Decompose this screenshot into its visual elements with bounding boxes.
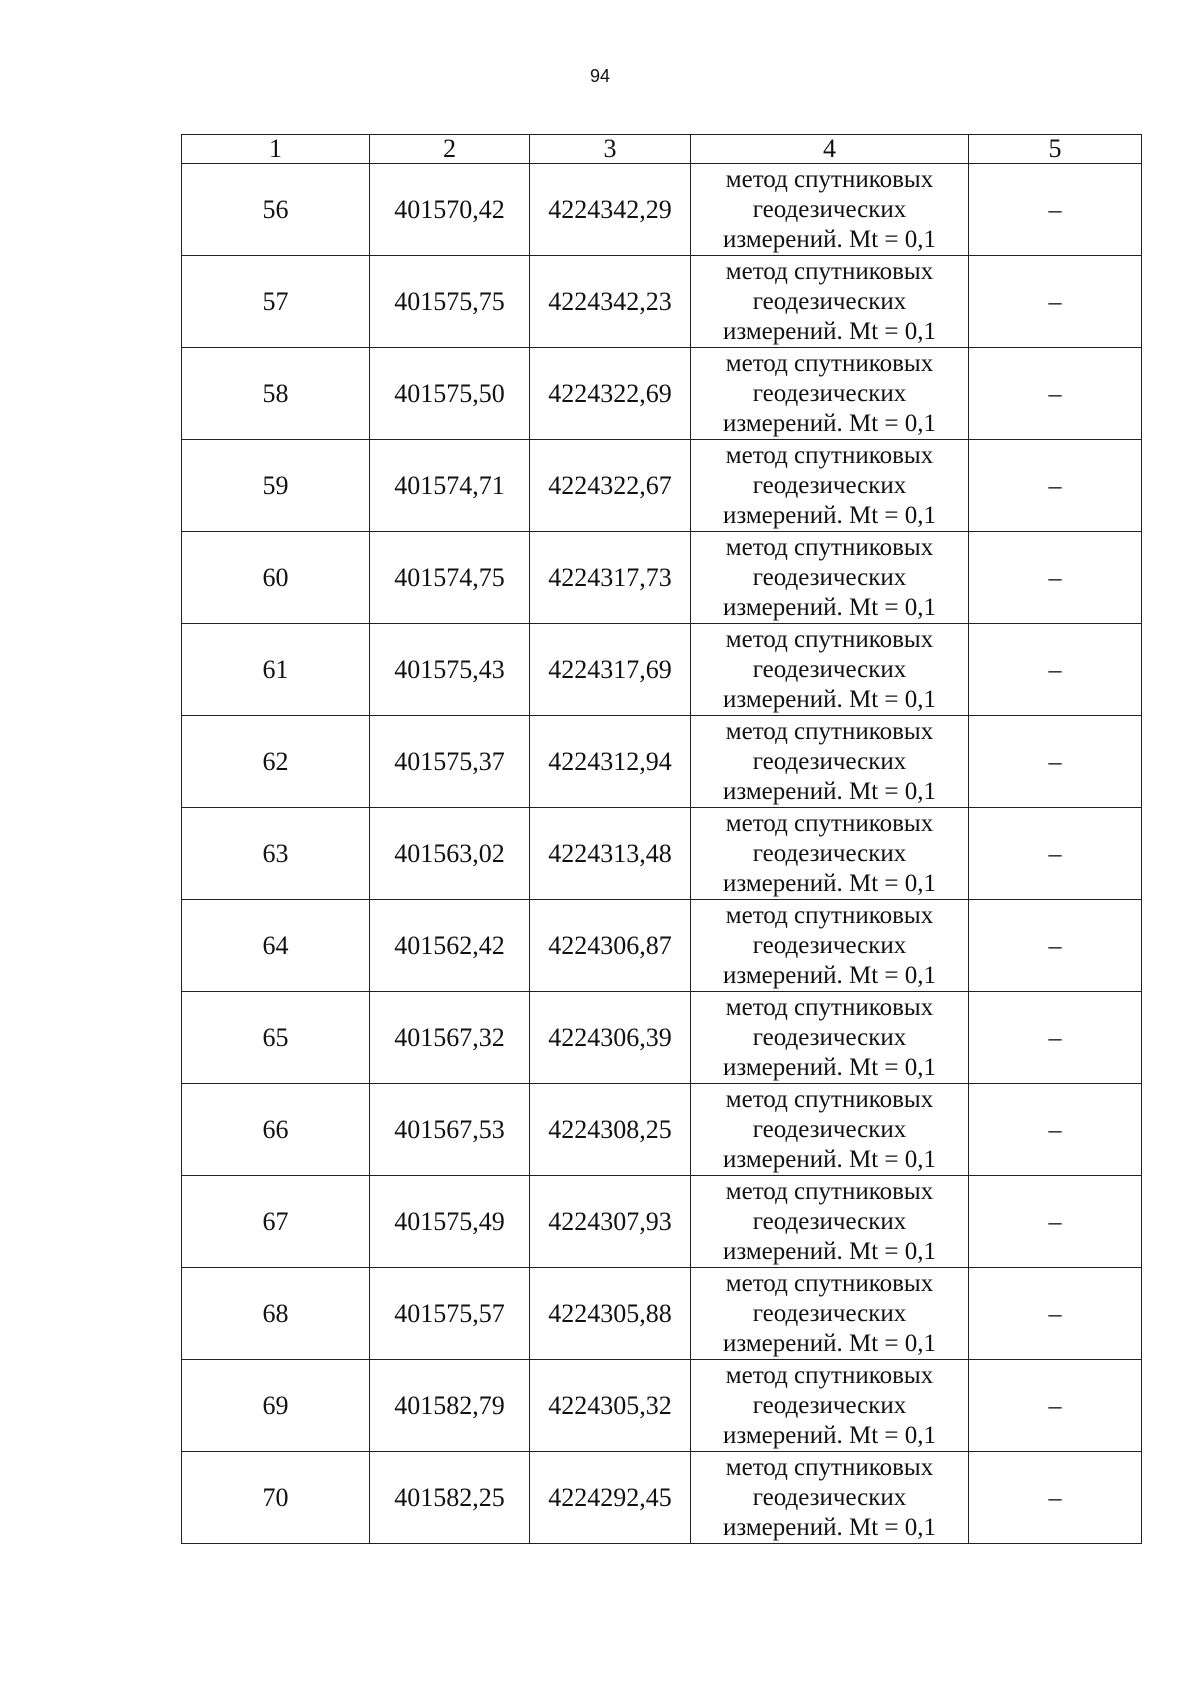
method-text-line: измерений. Mt = 0,1 — [722, 1513, 937, 1541]
x-coordinate-cell: 401575,57 — [370, 1268, 530, 1360]
point-number-cell: 68 — [182, 1268, 370, 1360]
point-number-cell: 66 — [182, 1084, 370, 1176]
coordinates-table — [181, 134, 1142, 1544]
method-text-line: измерений. Mt = 0,1 — [722, 501, 937, 529]
point-number-cell: 62 — [182, 716, 370, 808]
y-coordinate-cell: 4224342,29 — [530, 164, 691, 256]
method-text-line: метод спутниковых — [725, 165, 934, 193]
table-row — [182, 624, 1142, 716]
method-text-line: метод спутниковых — [725, 1361, 934, 1389]
method-text-line: геодезических — [752, 839, 907, 867]
method-text-line: измерений. Mt = 0,1 — [722, 869, 937, 897]
note-cell: – — [969, 164, 1142, 256]
method-text-line: измерений. Mt = 0,1 — [722, 1145, 937, 1173]
method-text-line: геодезических — [752, 1391, 907, 1419]
method-cell — [691, 1452, 969, 1544]
x-coordinate-cell: 401582,25 — [370, 1452, 530, 1544]
x-coordinate-cell: 401562,42 — [370, 900, 530, 992]
table-row — [182, 256, 1142, 348]
y-coordinate-cell: 4224342,23 — [530, 256, 691, 348]
method-text-line: метод спутниковых — [725, 441, 934, 469]
table-row — [182, 1452, 1142, 1544]
column-header-2: 2 — [370, 135, 530, 164]
table-row — [182, 440, 1142, 532]
note-cell: – — [969, 716, 1142, 808]
method-text-line: геодезических — [752, 1115, 907, 1143]
column-header-1: 1 — [182, 135, 370, 164]
table-row — [182, 900, 1142, 992]
note-cell: – — [969, 808, 1142, 900]
method-text-line: измерений. Mt = 0,1 — [722, 1329, 937, 1357]
table-header — [182, 135, 1142, 164]
point-number-cell: 65 — [182, 992, 370, 1084]
y-coordinate-cell: 4224305,88 — [530, 1268, 691, 1360]
method-text-line: метод спутниковых — [725, 717, 934, 745]
method-text-line: метод спутниковых — [725, 1269, 934, 1297]
point-number-cell: 60 — [182, 532, 370, 624]
table-row — [182, 1360, 1142, 1452]
note-cell: – — [969, 1176, 1142, 1268]
x-coordinate-cell: 401574,71 — [370, 440, 530, 532]
method-cell — [691, 1360, 969, 1452]
method-text-line: геодезических — [752, 379, 907, 407]
method-text-line: измерений. Mt = 0,1 — [722, 225, 937, 253]
table-body — [182, 164, 1142, 1544]
method-text-line: метод спутниковых — [725, 993, 934, 1021]
method-cell — [691, 1176, 969, 1268]
note-cell: – — [969, 1084, 1142, 1176]
column-header-3: 3 — [530, 135, 691, 164]
y-coordinate-cell: 4224292,45 — [530, 1452, 691, 1544]
y-coordinate-cell: 4224308,25 — [530, 1084, 691, 1176]
method-cell — [691, 992, 969, 1084]
method-text-line: измерений. Mt = 0,1 — [722, 777, 937, 805]
method-text-line: измерений. Mt = 0,1 — [722, 317, 937, 345]
method-text-line: метод спутниковых — [725, 1177, 934, 1205]
y-coordinate-cell: 4224306,39 — [530, 992, 691, 1084]
method-text-line: метод спутниковых — [725, 625, 934, 653]
method-cell — [691, 1268, 969, 1360]
note-cell: – — [969, 1360, 1142, 1452]
table-row — [182, 992, 1142, 1084]
method-text-line: измерений. Mt = 0,1 — [722, 593, 937, 621]
note-cell: – — [969, 992, 1142, 1084]
y-coordinate-cell: 4224313,48 — [530, 808, 691, 900]
method-cell — [691, 440, 969, 532]
method-text-line: геодезических — [752, 287, 907, 315]
method-text-line: метод спутниковых — [725, 257, 934, 285]
table-row — [182, 716, 1142, 808]
note-cell: – — [969, 1268, 1142, 1360]
note-cell: – — [969, 1452, 1142, 1544]
x-coordinate-cell: 401582,79 — [370, 1360, 530, 1452]
table-row — [182, 808, 1142, 900]
column-header-4: 4 — [691, 135, 969, 164]
x-coordinate-cell: 401575,75 — [370, 256, 530, 348]
method-text-line: измерений. Mt = 0,1 — [722, 1053, 937, 1081]
x-coordinate-cell: 401574,75 — [370, 532, 530, 624]
column-header-5: 5 — [969, 135, 1142, 164]
method-text-line: геодезических — [752, 655, 907, 683]
method-text-line: метод спутниковых — [725, 1085, 934, 1113]
method-text-line: геодезических — [752, 1023, 907, 1051]
method-cell — [691, 164, 969, 256]
method-text-line: геодезических — [752, 471, 907, 499]
y-coordinate-cell: 4224317,69 — [530, 624, 691, 716]
note-cell: – — [969, 256, 1142, 348]
method-cell — [691, 256, 969, 348]
method-cell — [691, 716, 969, 808]
method-cell — [691, 348, 969, 440]
method-text-line: метод спутниковых — [725, 533, 934, 561]
x-coordinate-cell: 401563,02 — [370, 808, 530, 900]
x-coordinate-cell: 401575,43 — [370, 624, 530, 716]
point-number-cell: 70 — [182, 1452, 370, 1544]
method-text-line: измерений. Mt = 0,1 — [722, 409, 937, 437]
method-text-line: метод спутниковых — [725, 349, 934, 377]
y-coordinate-cell: 4224306,87 — [530, 900, 691, 992]
method-cell — [691, 624, 969, 716]
x-coordinate-cell: 401575,49 — [370, 1176, 530, 1268]
method-cell — [691, 1084, 969, 1176]
note-cell: – — [969, 440, 1142, 532]
note-cell: – — [969, 348, 1142, 440]
y-coordinate-cell: 4224317,73 — [530, 532, 691, 624]
method-text-line: метод спутниковых — [725, 901, 934, 929]
x-coordinate-cell: 401567,32 — [370, 992, 530, 1084]
method-text-line: геодезических — [752, 931, 907, 959]
method-text-line: геодезических — [752, 1483, 907, 1511]
method-text-line: измерений. Mt = 0,1 — [722, 1237, 937, 1265]
method-text-line: метод спутниковых — [725, 1453, 934, 1481]
method-text-line: геодезических — [752, 195, 907, 223]
note-cell: – — [969, 532, 1142, 624]
page-number: 94 — [589, 66, 611, 86]
method-cell — [691, 808, 969, 900]
method-text-line: геодезических — [752, 1299, 907, 1327]
x-coordinate-cell: 401575,37 — [370, 716, 530, 808]
x-coordinate-cell: 401570,42 — [370, 164, 530, 256]
point-number-cell: 57 — [182, 256, 370, 348]
y-coordinate-cell: 4224307,93 — [530, 1176, 691, 1268]
method-text-line: метод спутниковых — [725, 809, 934, 837]
method-text-line: измерений. Mt = 0,1 — [722, 685, 937, 713]
method-text-line: измерений. Mt = 0,1 — [722, 961, 937, 989]
point-number-cell: 56 — [182, 164, 370, 256]
point-number-cell: 67 — [182, 1176, 370, 1268]
x-coordinate-cell: 401575,50 — [370, 348, 530, 440]
point-number-cell: 63 — [182, 808, 370, 900]
method-cell — [691, 900, 969, 992]
point-number-cell: 61 — [182, 624, 370, 716]
table-row — [182, 164, 1142, 256]
table-row — [182, 1084, 1142, 1176]
method-text-line: геодезических — [752, 563, 907, 591]
method-cell — [691, 532, 969, 624]
y-coordinate-cell: 4224322,67 — [530, 440, 691, 532]
table-row — [182, 1268, 1142, 1360]
point-number-cell: 64 — [182, 900, 370, 992]
y-coordinate-cell: 4224312,94 — [530, 716, 691, 808]
header-row — [182, 135, 1142, 164]
method-text-line: измерений. Mt = 0,1 — [722, 1421, 937, 1449]
note-cell: – — [969, 624, 1142, 716]
method-text-line: геодезических — [752, 1207, 907, 1235]
note-cell: – — [969, 900, 1142, 992]
table-row — [182, 348, 1142, 440]
y-coordinate-cell: 4224305,32 — [530, 1360, 691, 1452]
table-row — [182, 1176, 1142, 1268]
point-number-cell: 59 — [182, 440, 370, 532]
point-number-cell: 69 — [182, 1360, 370, 1452]
table-row — [182, 532, 1142, 624]
y-coordinate-cell: 4224322,69 — [530, 348, 691, 440]
point-number-cell: 58 — [182, 348, 370, 440]
method-text-line: геодезических — [752, 747, 907, 775]
x-coordinate-cell: 401567,53 — [370, 1084, 530, 1176]
